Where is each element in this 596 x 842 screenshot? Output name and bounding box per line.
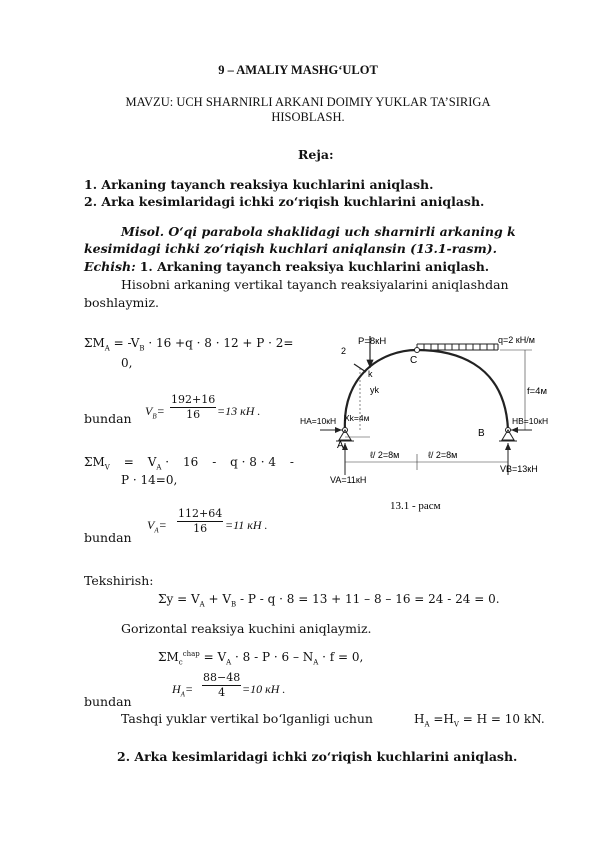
label-va: VA=11кН <box>330 475 367 485</box>
intro-line-1: Hisobni arkaning vertikal tayanch reaksiyalarini aniqlashdan <box>121 277 509 292</box>
ha-fraction <box>202 671 241 700</box>
example-line-1: Misol. O‘qi parabola shaklidagi uch sharnirli arkaning k <box>121 224 516 239</box>
label-l1: ℓ/ 2=8м <box>370 450 400 460</box>
label-xk: Xk=4м <box>344 413 370 423</box>
va-lhs: $V_A=$ <box>147 518 167 535</box>
sum-moment-a-line-1: $\Sigma M_A = -V_B \cdot 16 +q \cdot 8 \cdot 12 + P \cdot 2=$ <box>84 336 294 353</box>
ha-lhs: $H_A=$ <box>172 682 194 699</box>
va-rhs: =11 кН . <box>225 518 268 532</box>
va-numerator: 112+64 <box>178 507 223 520</box>
label-k: k <box>368 369 373 379</box>
sum-moment-a-line-2: 0, <box>121 356 133 370</box>
example-line-2: kesimidagi ichki zo‘riqish kuchlari aniqlansin (13.1-rasm). <box>84 241 497 256</box>
label-q: q=2 кН/м <box>498 335 535 345</box>
figure-caption: 13.1 - расм <box>390 500 441 512</box>
va-fraction <box>177 507 223 536</box>
label-yk: yk <box>370 385 379 395</box>
solution-line <box>84 259 489 274</box>
bundan-ha: bundan <box>84 694 132 709</box>
plan-item-2: 2. Arka kesimlaridagi ichki zo‘riqish kuchlarini aniqlash. <box>84 194 485 209</box>
label-c: C <box>410 355 418 366</box>
conclusion-right: $H_A =H_V = H = 10$ kN. <box>414 712 545 729</box>
arch-figure <box>300 330 556 520</box>
label-f: f=4м <box>527 386 548 397</box>
ha-denominator: 4 <box>218 686 226 699</box>
page-title: 9 – AMALIY MASHG‘ULOT <box>218 63 378 77</box>
label-a: A <box>337 440 344 451</box>
sum-moment-b-line-1: $\Sigma M_V$ = $V_A$ · 16 - q · 8 · 4 - <box>84 455 294 472</box>
topic-line-1: MAVZU: UCH SHARNIRLI ARKANI DOIMIY YUKLAR TA’SIRIGA <box>125 95 491 109</box>
label-l2: ℓ/ 2=8м <box>428 450 458 460</box>
va-denominator: 16 <box>193 522 208 535</box>
distributed-load <box>417 344 498 350</box>
label-b: B <box>478 428 485 439</box>
label-vb: VB=13кН <box>500 464 538 474</box>
vb-rhs: =13 кН . <box>217 404 261 418</box>
horizontal-reaction-text: Gorizontal reaksiya kuchini aniqlaymiz. <box>121 621 372 636</box>
check-label: Tekshirish: <box>84 573 154 588</box>
conclusion-left: Tashqi yuklar vertikal bo‘lganligi uchun <box>121 711 373 726</box>
check-equation: $\Sigma y = V_A + V_B - P - q \cdot 8 = 13 + 11 - 8 - 16 = 24 - 24 = 0$. <box>158 592 500 609</box>
topic-line-2: HISOBLASH. <box>271 110 345 124</box>
solution-step: 1. Arkaning tayanch reaksiya kuchlarini aniqlash. <box>139 259 490 274</box>
ha-rhs: =10 кН . <box>242 682 286 696</box>
plan-heading: Reja: <box>298 147 334 162</box>
vb-denominator: 16 <box>186 408 201 421</box>
bundan-vb: bundan <box>84 411 132 426</box>
plan-item-1: 1. Arkaning tayanch reaksiya kuchlarini aniqlash. <box>84 177 434 192</box>
vb-numerator: 192+16 <box>171 393 216 406</box>
ha-numerator: 88−48 <box>203 671 241 684</box>
label-p: P=8кН <box>358 336 387 347</box>
bundan-va: bundan <box>84 530 132 545</box>
label-ha: HA=10кН <box>300 416 337 426</box>
section-2-heading: 2. Arka kesimlaridagi ichki zo‘riqish kuchlarini aniqlash. <box>117 749 518 764</box>
label-two: 2 <box>341 346 347 356</box>
label-hb: HB=10кН <box>512 416 549 426</box>
intro-line-2: boshlaymiz. <box>84 295 159 310</box>
solution-label: Echish: <box>84 259 136 274</box>
vb-fraction <box>170 393 216 422</box>
vb-lhs: $V_B=$ <box>145 404 165 421</box>
moment-c-left: $\Sigma M_c^{chap} = V_A \cdot 8 - P \cdot 6 - N_A \cdot f = 0$, <box>158 650 364 667</box>
hinge-c <box>415 348 420 353</box>
sum-moment-b-line-2: P · 14=0, <box>121 473 178 487</box>
